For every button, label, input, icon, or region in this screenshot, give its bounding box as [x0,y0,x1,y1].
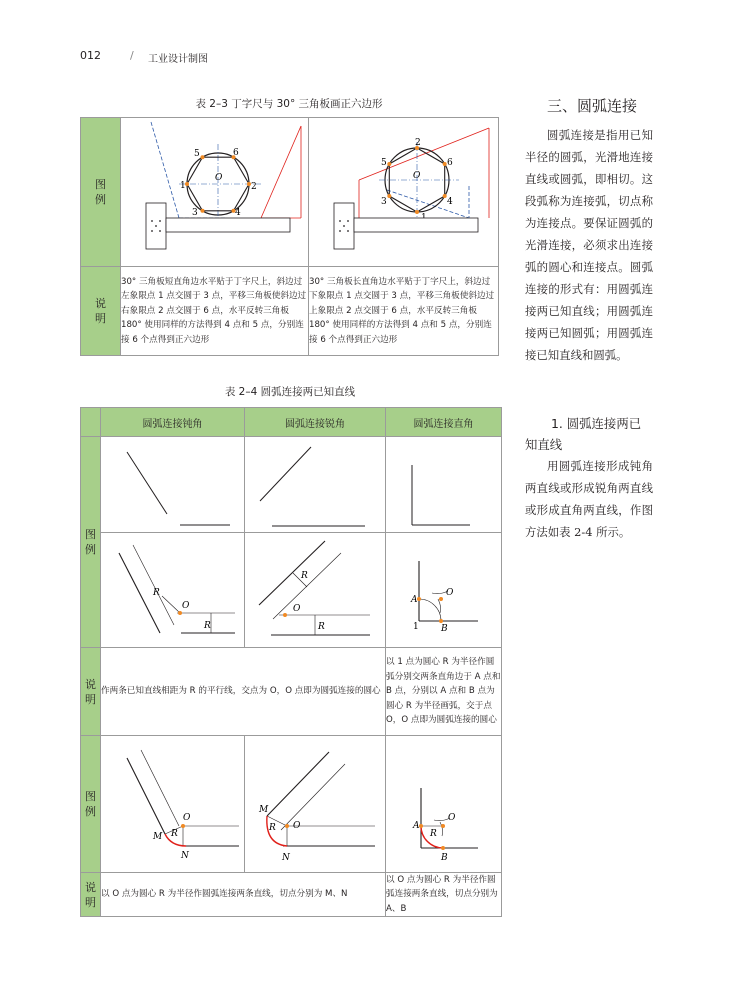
radius-r-label: R [301,571,308,581]
subsection-paragraph: 用圆弧连接形成钝角两直线或形成锐角两直线或形成直角两直线，作图方法如表 2-4 所示。 [525,459,653,539]
point-4-label: 4 [447,197,453,207]
table4-caption: 表 2–4 圆弧连接两已知直线 [224,386,356,398]
fig-right-given [386,437,502,533]
radius-r-label: R [171,829,178,839]
center-o-label: O [215,173,223,183]
fig-right-arc [386,736,502,873]
table3-fig-label: 图 例 [81,118,121,267]
header-separator: / [130,49,134,62]
table3-desc-left: 30° 三角板短直角边水平贴于丁字尺上，斜边过左象限点 1 点交圆于 3 点，平移三角板使斜边过右象限点 2 点交圆于 6 点，水平反转三角板 180° 使用同样的方法得到 4 点和 5 点，分别连接 6 个点得到正六边形 [121,267,309,356]
radius-r-label: R [430,829,437,839]
point-6-label: 6 [233,148,239,158]
right-angle-lines-figure [386,437,501,532]
table3 [80,117,499,356]
table4-desc1-merged: 作两条已知直线相距为 R 的平行线，交点为 O，O 点即为圆弧连接的圆心 [101,648,386,736]
hexagon-tsquare-long-leg-figure [309,118,498,266]
fig-obtuse-given [101,437,245,533]
page-number: 012 [80,49,101,62]
table4-desc2-merged: 以 O 点为圆心 R 为半径作圆弧连接两条直线，切点分别为 M、N [101,873,386,917]
table4-desc-label-1: 说 明 [81,648,101,736]
fig-obtuse-construction [101,533,245,648]
point-b-label: B [441,624,448,634]
center-o-label: O [413,171,421,181]
table3-fig-right [309,118,499,267]
obtuse-angle-lines-figure [101,437,244,532]
fig-obtuse-arc [101,736,245,873]
table4-desc2-right: 以 O 点为圆心 R 为半径作圆弧连接两条直线，切点分别为 A、B [386,873,502,917]
radius-r-label: R [269,823,276,833]
radius-r-label: R [318,622,325,632]
table4-fig-label-2: 图 例 [81,736,101,873]
point-n-label: N [181,851,189,861]
book-title: 工业设计制图 [148,54,208,65]
subsection-heading: 1. 圆弧连接两已知直线 [525,416,642,452]
point-n-label: N [282,853,290,863]
right-center-construction-figure [386,533,501,647]
point-6-label: 6 [447,158,453,168]
fig-acute-construction [245,533,386,648]
section-heading: 三、圆弧连接 [547,97,638,115]
point-1-label: 1 [180,181,186,191]
center-o-label: O [293,604,301,614]
table3-fig-left [121,118,309,267]
fig-acute-arc [245,736,386,873]
center-o-label: O [183,813,191,823]
acute-arc-connection-figure [245,736,385,872]
radius-r-label: R [153,588,160,598]
col-header-acute: 圆弧连接锐角 [245,408,386,437]
right-arc-connection-figure [386,736,501,872]
center-o-label: O [446,588,454,598]
point-m-label: M [259,805,269,815]
point-b-label: B [441,853,448,863]
table3-desc-right: 30° 三角板长直角边水平贴于丁字尺上，斜边过下象限点 1 点交圆于 3 点，平移三角板使斜边过上象限点 2 点交圆于 6 点，水平反转三角板 180° 使用同样的方法得到 4 点和 5 点，分别连接 6 个点得到正六边形 [309,267,499,356]
acute-angle-lines-figure [245,437,385,532]
point-5-label: 5 [194,149,200,159]
point-1-label: 1 [413,622,419,632]
radius-r-label: R [204,621,211,631]
point-2-label: 2 [251,182,257,192]
table4-fig-label-1: 图 例 [81,437,101,648]
table3-desc-label: 说 明 [81,267,121,356]
point-3-label: 3 [381,197,387,207]
col-header-right-angle: 圆弧连接直角 [386,408,502,437]
point-4-label: 4 [235,208,241,218]
acute-center-construction-figure [245,533,385,647]
center-o-label: O [448,813,456,823]
section-intro-paragraph: 圆弧连接是指用已知半径的圆弧，光滑地连接直线或圆弧，即相切。这段弧称为连接弧，切点称为连接点。要保证圆弧的光滑连接，必须求出连接弧的圆心和连接点。圆弧连接的形式有：用圆弧连接两已知直线；用圆弧连接两已知圆弧；用圆弧连接已知直线和圆弧。 [525,128,653,362]
table4-desc-label-2: 说 明 [81,873,101,917]
point-a-label: A [411,595,418,605]
table4 [80,407,502,917]
obtuse-arc-connection-figure [101,736,244,872]
hexagon-tsquare-short-leg-figure [121,118,308,266]
fig-acute-given [245,437,386,533]
center-o-label: O [182,601,190,611]
center-o-label: O [293,821,301,831]
table3-caption: 表 2–3 丁字尺与 30° 三角板画正六边形 [195,98,383,110]
point-2-label: 2 [415,138,421,148]
point-3-label: 3 [192,208,198,218]
obtuse-center-construction-figure [101,533,244,647]
table4-corner [81,408,101,437]
fig-right-construction [386,533,502,648]
col-header-obtuse: 圆弧连接钝角 [101,408,245,437]
point-a-label: A [413,821,420,831]
point-m-label: M [153,832,163,842]
table4-desc1-right: 以 1 点为圆心 R 为半径作圆弧分别交两条直角边于 A 点和 B 点，分别以 A 点和 B 点为圆心 R 为半径画弧，交于点 O，O 点即为圆弧连接的圆心 [386,648,502,736]
point-5-label: 5 [381,158,387,168]
